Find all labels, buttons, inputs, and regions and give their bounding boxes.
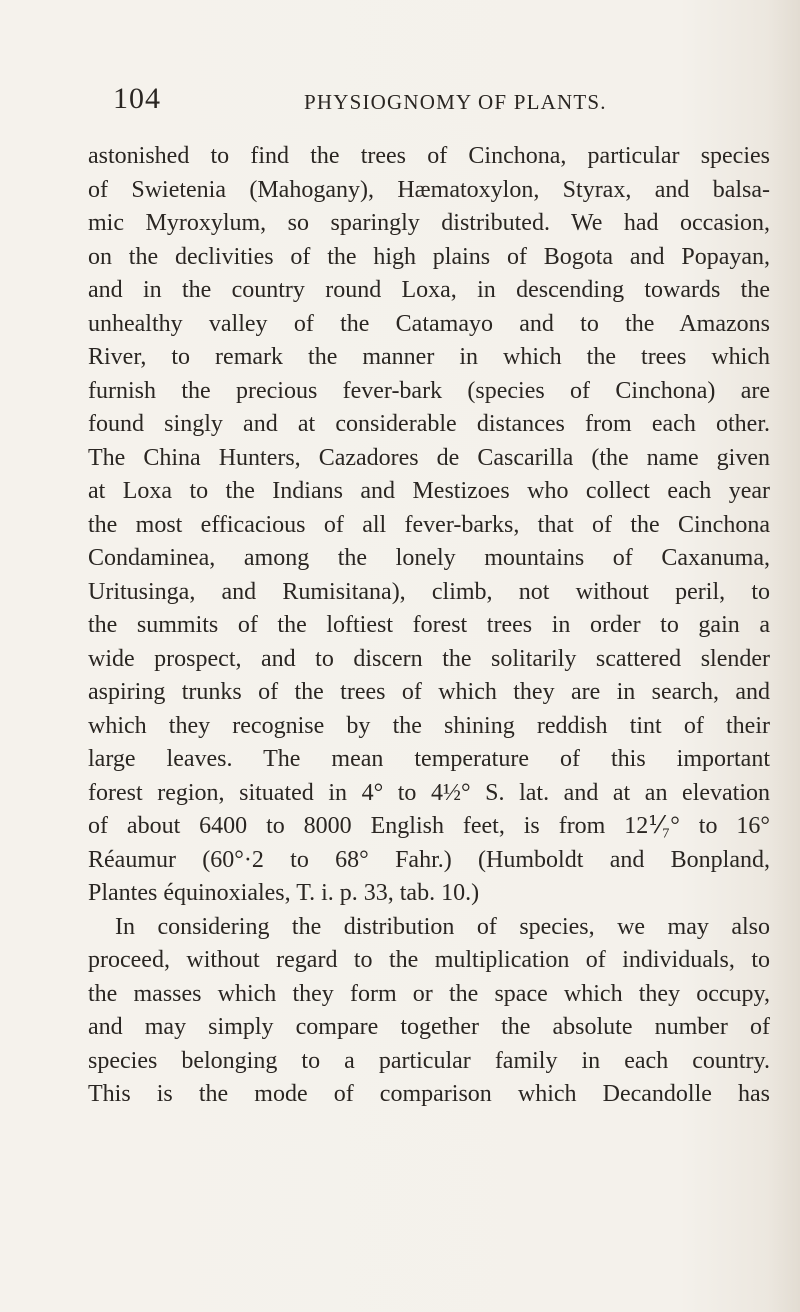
text-line: and in the country round Loxa, in descending towards the (88, 277, 770, 303)
text-line: Uritusinga, and Rumisitana), climb, not without peril, to (88, 578, 770, 605)
text-line: the masses which they form or the space which they occupy, (88, 980, 770, 1007)
text-line: astonished to find the trees of Cinchona, particular species (88, 143, 770, 169)
body-text (88, 140, 770, 1112)
text-line: found singly and at considerable distances from each other. (88, 411, 770, 437)
page-number: 104 (113, 82, 161, 115)
text-line: aspiring trunks of the trees of which they are in search, and (88, 679, 770, 705)
text-line: on the declivities of the high plains of Bogota and Popayan, (88, 243, 770, 270)
text-line: River, to remark the manner in which the trees which (88, 344, 770, 370)
text-line: proceed, without regard to the multiplication of individuals, to (88, 947, 770, 973)
text-line: of about 6400 to 8000 English feet, is from 12⅟₇° to 16° (88, 813, 770, 839)
text-line: The China Hunters, Cazadores de Cascarilla (the name given (88, 444, 770, 471)
text-line: furnish the precious fever-bark (species of Cinchona) are (88, 377, 770, 404)
paragraph-end-line: Plantes équinoxiales, T. i. p. 33, tab. 10.) (88, 880, 480, 906)
text-line: at Loxa to the Indians and Mestizoes who collect each year (88, 478, 770, 504)
text-line: Réaumur (60°·2 to 68° Fahr.) (Humboldt and Bonpland, (88, 846, 770, 873)
page-header (113, 82, 703, 122)
paragraph-start-line: In considering the distribution of species, we may also (115, 913, 770, 940)
text-line: wide prospect, and to discern the solitarily scattered slender (88, 645, 770, 672)
text-line: forest region, situated in 4° to 4½° S. lat. and at an elevation (88, 779, 770, 806)
text-line: species belonging to a particular family in each country. (88, 1047, 770, 1074)
running-title: PHYSIOGNOMY OF PLANTS. (304, 90, 607, 114)
text-line: the most efficacious of all fever-barks, that of the Cinchona (88, 511, 770, 538)
text-line: which they recognise by the shining reddish tint of their (88, 712, 770, 739)
text-line: the summits of the loftiest forest trees in order to gain a (88, 612, 770, 638)
text-line: mic Myroxylum, so sparingly distributed. We had occasion, (88, 210, 770, 236)
text-line: Condaminea, among the lonely mountains of Caxanuma, (88, 545, 770, 571)
text-line: and may simply compare together the absolute number of (88, 1014, 770, 1040)
text-line: unhealthy valley of the Catamayo and to the Amazons (88, 310, 770, 337)
text-line: of Swietenia (Mahogany), Hæmatoxylon, Styrax, and balsa- (88, 176, 770, 203)
text-line: large leaves. The mean temperature of this important (88, 746, 770, 772)
text-line: This is the mode of comparison which Decandolle has (88, 1081, 770, 1107)
